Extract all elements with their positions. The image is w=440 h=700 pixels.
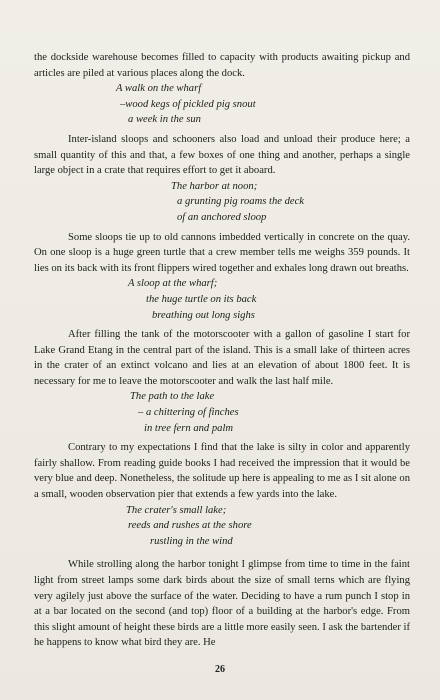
haiku-line: a week in the sun [128,114,201,126]
haiku-line: reeds and rushes at the shore [128,520,252,532]
paragraph: the dockside warehouse becomes filled to capacity with products awaiting pickup and articles are piled at various places along the dock. [34,52,410,79]
paragraph: Some sloops tie up to old cannons imbedded vertically in concrete on the quay. On one sloop is a huge green turtle that a crew member tells me weighs 359 pounds. It lies on its back with its front flippers wired together and exhales long drawn out breaths. [34,231,410,274]
haiku-line: – a chittering of finches [138,407,239,419]
haiku [130,389,410,436]
haiku-line: The crater's small lake; [126,504,227,516]
body-text [34,50,410,651]
haiku-line: in tree fern and palm [144,422,234,434]
haiku-line: The path to the lake [130,391,215,403]
haiku-line: breathing out long sighs [152,309,255,321]
haiku [126,503,410,550]
paragraph: Inter-island sloops and schooners also load and unload their produce here; a small quantity of this and that, a few boxes of one thing and another, perhaps a single large object in a crate that requires effort to get it aboard. [34,133,410,177]
haiku [116,81,410,128]
page-number: 26 [215,664,225,675]
haiku-line: the huge turtle on its back [146,293,257,305]
paragraph: While strolling along the harbor tonight I glimpse from time to time in the faint light from street lamps some dark birds about the size of small terns which are flying very agilely just above the surface of the water. Deciding to have a rum punch I stop in at a bar located on the second (and top) floor of a building at the harbor's edge. From this slight amount of height these birds are a little more easily seen. I ask the bartender if he happens to know what bird they are. He [34,559,410,649]
haiku [171,179,410,226]
haiku-line: The harbor at noon; [171,180,258,192]
haiku-line: –wood kegs of pickled pig snout [120,98,256,110]
paragraph: Contrary to my expectations I find that the lake is silty in color and apparently fairly shallow. From reading guide books I had received the impression that it would be very blue and deep. Nonetheless, the solitude up here is appealing to me as I sit alone on a small, wooden observation pier that extends a few yards into the lake. [34,442,410,501]
haiku-line: A walk on the wharf [116,83,202,95]
haiku-line: A sloop at the wharf; [128,278,218,290]
haiku-line: of an anchored sloop [177,211,267,223]
haiku-line: rustling in the wind [150,535,233,547]
haiku-line: a grunting pig roams the deck [177,196,305,208]
haiku [128,276,410,323]
paragraph: After filling the tank of the motorscooter with a gallon of gasoline I start for Lake Grand Etang in the central part of the island. This is a small lake of thirteen acres in the crater of an extinct volcano and lies at an elevation of about 1800 feet. It is necessary for me to leave the motorscooter and walk the last half mile. [34,329,410,387]
